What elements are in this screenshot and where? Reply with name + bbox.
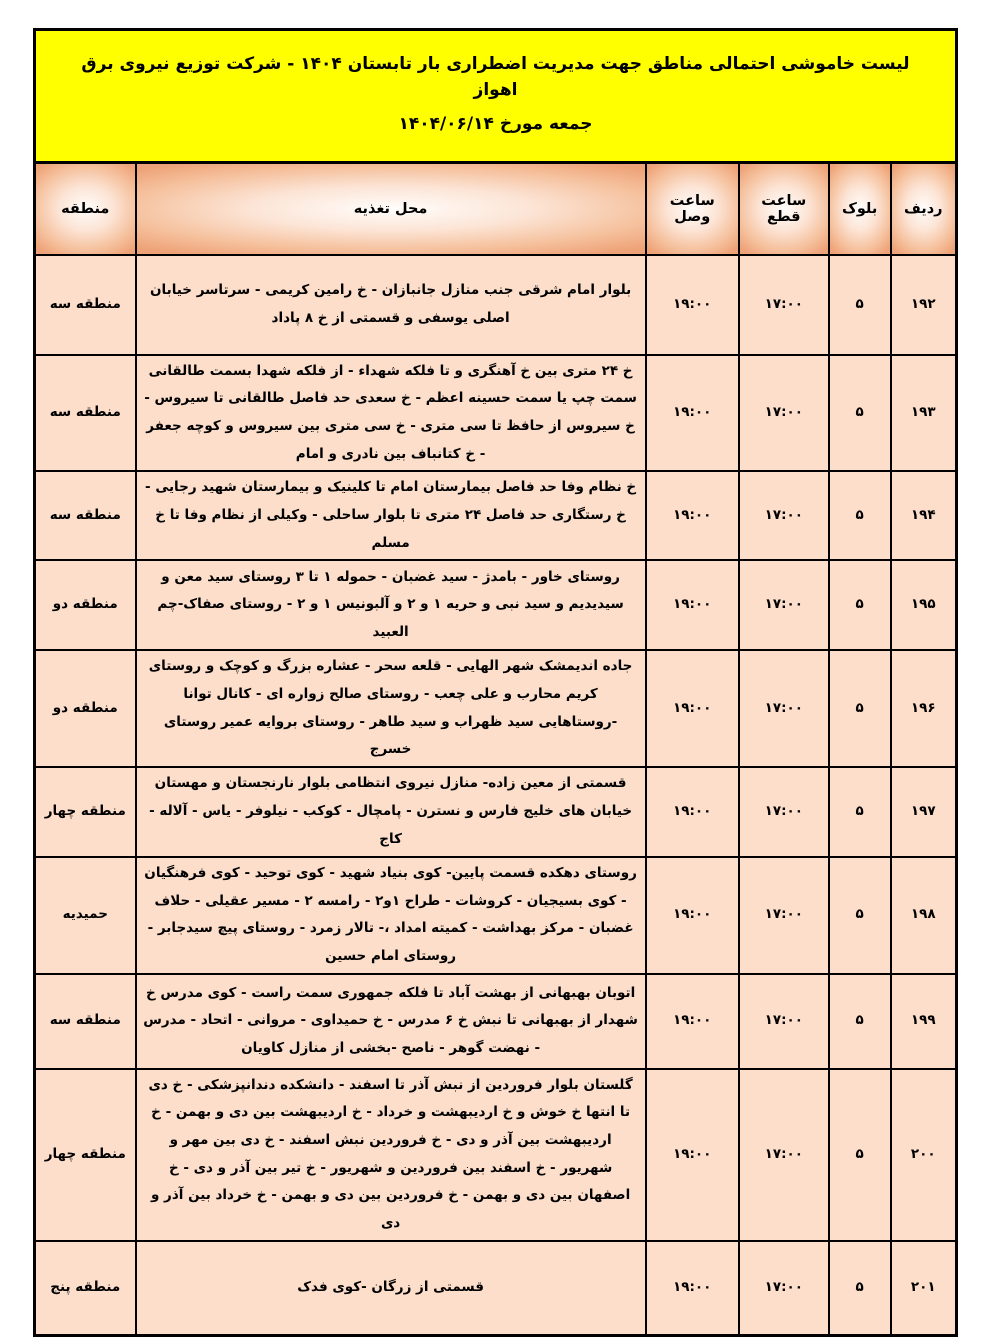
block-cell: ۵ <box>829 355 891 472</box>
cut-time-cell: ۱۷:۰۰ <box>739 471 829 560</box>
connect-time-cell: ۱۹:۰۰ <box>646 974 739 1069</box>
header-connect-time: ساعت وصل <box>646 162 739 255</box>
block-cell: ۵ <box>829 560 891 650</box>
connect-time-cell: ۱۹:۰۰ <box>646 767 739 857</box>
region-cell: منطقه دو <box>35 560 136 650</box>
row-number-cell: ۱۹۲ <box>891 255 957 355</box>
header-region: منطقه <box>35 162 136 255</box>
region-cell: منطقه پنج <box>35 1241 136 1336</box>
block-cell: ۵ <box>829 857 891 974</box>
feeding-location-cell: جاده اندیمشک شهر الهایی - قلعه سحر - عشاره بزرگ و کوچک و روستای کریم محارب و علی چعب - روستای صالح زواره ای - کانال توانا -روستاهایی سید ظهراب و سید طاهر - روستای بروایه عمیر روستای خسرج <box>136 650 646 767</box>
connect-time-cell: ۱۹:۰۰ <box>646 560 739 650</box>
header-row <box>35 162 957 255</box>
feeding-location-cell: روستای دهکده قسمت پایین- کوی بنیاد شهید - کوی توحید - کوی فرهنگیان - کوی بسیجیان - کروشات - طراح ۱و۲ - رامسه ۲ - مسیر عقیلی - حلاف غضبان - مرکز بهداشت - کمیته امداد ،- تالار زمرد - روستای پیچ سیدجابر - روستای امام حسین <box>136 857 646 974</box>
feeding-location-cell: بلوار امام شرقی جنب منازل جانبازان - خ رامین کریمی - سرتاسر خیابان اصلی یوسفی و قسمتی از خ ۸ پاداد <box>136 255 646 355</box>
cut-time-cell: ۱۷:۰۰ <box>739 560 829 650</box>
block-cell: ۵ <box>829 255 891 355</box>
region-cell: منطقه سه <box>35 255 136 355</box>
block-cell: ۵ <box>829 650 891 767</box>
header-cut-time: ساعت قطع <box>739 162 829 255</box>
row-number-cell: ۲۰۰ <box>891 1069 957 1241</box>
title-line-2: جمعه مورخ ۱۴۰۴/۰۶/۱۴ <box>62 112 929 138</box>
cut-time-cell: ۱۷:۰۰ <box>739 255 829 355</box>
table-row <box>35 650 957 767</box>
feeding-location-cell: گلستان بلوار فروردین از نبش آذر تا اسفند - دانشکده دندانپزشکی - خ دی تا انتها خ خوش و خ اردیبهشت و خرداد - خ اردیبهشت بین دی و بهمن - خ اردیبهشت بین آذر و دی - خ فروردین نبش اسفند - خ دی بین مهر و شهریور - خ اسفند بین فروردین و شهریور - خ تیر بین آذر و دی - خ اصفهان بین دی و بهمن - خ فروردین بین دی و بهمن - خ خرداد بین آذر و دی <box>136 1069 646 1241</box>
cut-time-cell: ۱۷:۰۰ <box>739 857 829 974</box>
table-row <box>35 974 957 1069</box>
row-number-cell: ۱۹۳ <box>891 355 957 472</box>
table-row <box>35 1241 957 1336</box>
cut-time-cell: ۱۷:۰۰ <box>739 355 829 472</box>
table-row <box>35 255 957 355</box>
region-cell: منطقه سه <box>35 355 136 472</box>
table-row <box>35 767 957 857</box>
row-number-cell: ۱۹۸ <box>891 857 957 974</box>
outage-table <box>33 161 958 1337</box>
cut-time-cell: ۱۷:۰۰ <box>739 1069 829 1241</box>
feeding-location-cell: خ ۲۴ متری بین خ آهنگری و تا فلکه شهداء - از فلکه شهدا بسمت طالقانی سمت چپ یا سمت حسینه اعظم - خ سعدی حد فاصل طالقانی تا سیروس - خ سیروس از حافظ تا سی متری - خ سی متری بین سیروس و کوچه جعفر - خ کتانباف بین نادری و امام <box>136 355 646 472</box>
region-cell: حمیدیه <box>35 857 136 974</box>
region-cell: منطقه دو <box>35 650 136 767</box>
feeding-location-cell: خ نظام وفا حد فاصل بیمارستان امام تا کلینیک و بیمارستان شهید رجایی - خ رستگاری حد فاصل ۲۴ متری تا بلوار ساحلی - وکیلی از نظام وفا تا خ مسلم <box>136 471 646 560</box>
block-cell: ۵ <box>829 1241 891 1336</box>
region-cell: منطقه سه <box>35 471 136 560</box>
table-row <box>35 560 957 650</box>
block-cell: ۵ <box>829 471 891 560</box>
block-cell: ۵ <box>829 974 891 1069</box>
table-row <box>35 857 957 974</box>
connect-time-cell: ۱۹:۰۰ <box>646 355 739 472</box>
connect-time-cell: ۱۹:۰۰ <box>646 1241 739 1336</box>
connect-time-cell: ۱۹:۰۰ <box>646 650 739 767</box>
outage-sheet <box>33 28 958 1337</box>
table-row <box>35 471 957 560</box>
region-cell: منطقه سه <box>35 974 136 1069</box>
block-cell: ۵ <box>829 1069 891 1241</box>
cut-time-cell: ۱۷:۰۰ <box>739 650 829 767</box>
connect-time-cell: ۱۹:۰۰ <box>646 857 739 974</box>
cut-time-cell: ۱۷:۰۰ <box>739 767 829 857</box>
block-cell: ۵ <box>829 767 891 857</box>
cut-time-cell: ۱۷:۰۰ <box>739 1241 829 1336</box>
header-row-number: ردیف <box>891 162 957 255</box>
row-number-cell: ۱۹۹ <box>891 974 957 1069</box>
feeding-location-cell: اتوبان بهبهانی از بهشت آباد تا فلکه جمهوری سمت راست - کوی مدرس خ شهدار از بهبهانی تا نبش خ ۶ مدرس - خ حمیداوی - مروانی - اتحاد - مدرس - نهضت گوهر - ناصح -بخشی از منازل کاویان <box>136 974 646 1069</box>
feeding-location-cell: قسمتی از معین زاده- منازل نیروی انتظامی بلوار نارنجستان و مهستان خیابان های خلیج فارس و نسترن - پامچال - کوکب - نیلوفر - یاس - آلاله - کاج <box>136 767 646 857</box>
header-block: بلوک <box>829 162 891 255</box>
row-number-cell: ۱۹۶ <box>891 650 957 767</box>
table-row <box>35 1069 957 1241</box>
connect-time-cell: ۱۹:۰۰ <box>646 255 739 355</box>
region-cell: منطقه چهار <box>35 767 136 857</box>
region-cell: منطقه چهار <box>35 1069 136 1241</box>
title-line-1: لیست خاموشی احتمالی مناطق جهت مدیریت اضطراری بار تابستان ۱۴۰۴ - شرکت توزیع نیروی برق اهواز <box>62 52 929 103</box>
row-number-cell: ۱۹۵ <box>891 560 957 650</box>
feeding-location-cell: روستای خاور - بامدژ - سید غضبان - حموله ۱ تا ۳ روستای سید معن و سیدیدیم و سید نبی و حریه ۱ و ۲ و آلبونیس ۱ و ۲ - روستای صفاک-چم العبید <box>136 560 646 650</box>
header-feeding-location: محل تغذیه <box>136 162 646 255</box>
table-row <box>35 355 957 472</box>
row-number-cell: ۱۹۷ <box>891 767 957 857</box>
row-number-cell: ۲۰۱ <box>891 1241 957 1336</box>
connect-time-cell: ۱۹:۰۰ <box>646 471 739 560</box>
connect-time-cell: ۱۹:۰۰ <box>646 1069 739 1241</box>
row-number-cell: ۱۹۴ <box>891 471 957 560</box>
feeding-location-cell: قسمتی از زرگان -کوی فدک <box>136 1241 646 1336</box>
cut-time-cell: ۱۷:۰۰ <box>739 974 829 1069</box>
document-title <box>33 28 958 161</box>
